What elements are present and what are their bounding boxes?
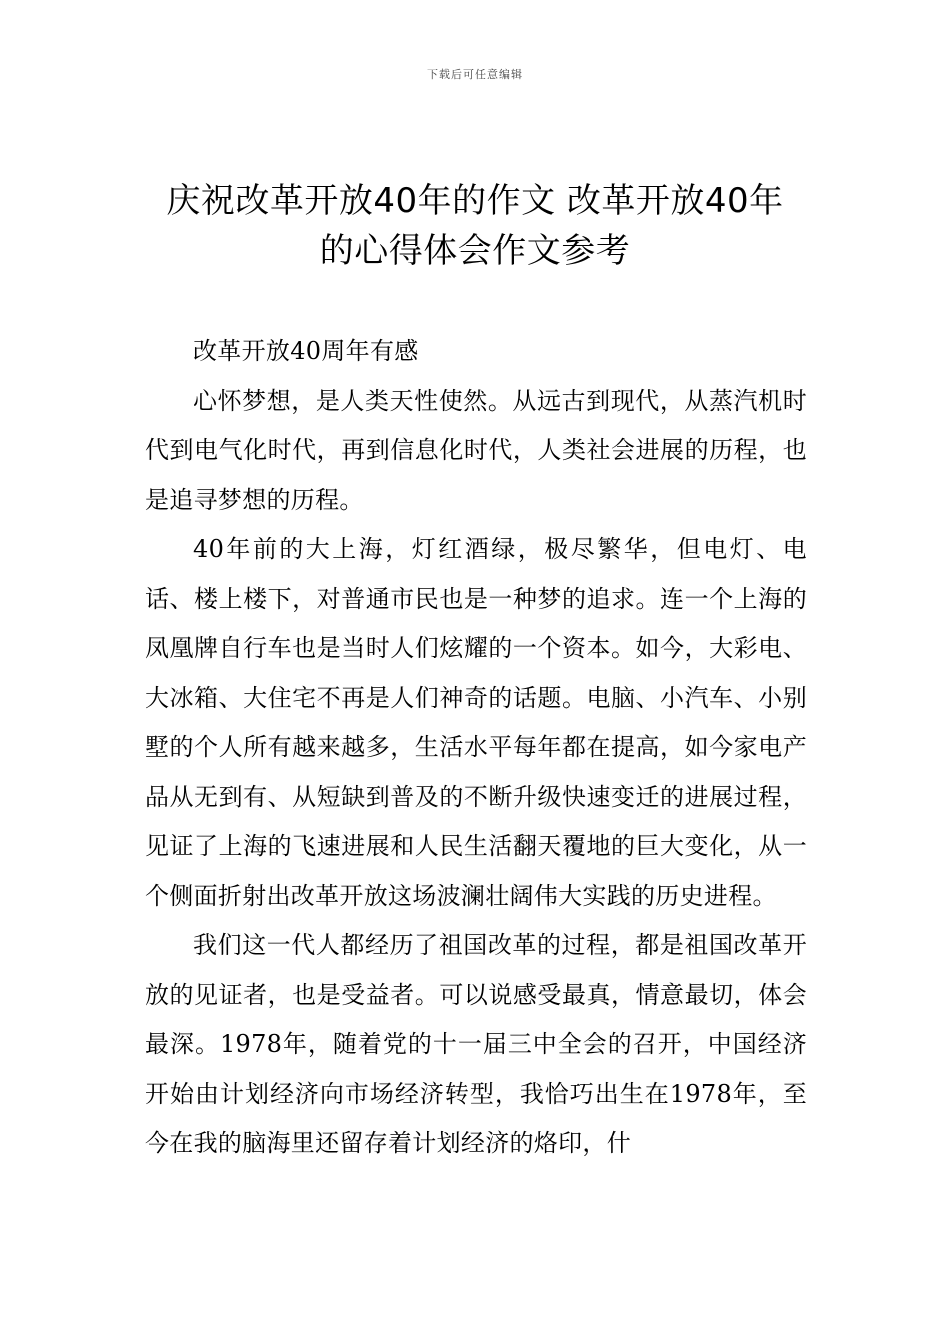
document-title-line-1: 庆祝改革开放40年的作文 改革开放40年 — [166, 181, 784, 221]
page-header-note: 下载后可任意编辑 — [427, 68, 523, 81]
document-body — [145, 327, 807, 1169]
body-paragraph: 我们这一代人都经历了祖国改革的过程，都是祖国改革开放的见证者，也是受益者。可以说感受最真，情意最切，体会最深。1978年，随着党的十一届三中全会的召开，中国经济开始由计划经济向市场经济转型，我恰巧出生在1978年，至今在我的脑海里还留存着计划经济的烙印，什 — [145, 931, 807, 1157]
section-heading: 改革开放40周年有感 — [193, 337, 419, 365]
document-title — [120, 176, 830, 276]
body-paragraph: 40年前的大上海，灯红酒绿，极尽繁华，但电灯、电话、楼上楼下，对普通市民也是一种梦的追求。连一个上海的凤凰牌自行车也是当时人们炫耀的一个资本。如今，大彩电、大冰箱、大住宅不再是人们神奇的话题。电脑、小汽车、小别墅的个人所有越来越多，生活水平每年都在提高，如今家电产品从无到有、从短缺到普及的不断升级快速变迁的进展过程，见证了上海的飞速进展和人民生活翻天覆地的巨大变化，从一个侧面折射出改革开放这场波澜壮阔伟大实践的历史进程。 — [145, 535, 807, 910]
body-paragraph: 心怀梦想，是人类天性使然。从远古到现代，从蒸汽机时代到电气化时代，再到信息化时代，人类社会进展的历程，也是追寻梦想的历程。 — [145, 386, 807, 514]
document-title-line-2: 的心得体会作文参考 — [319, 231, 631, 271]
